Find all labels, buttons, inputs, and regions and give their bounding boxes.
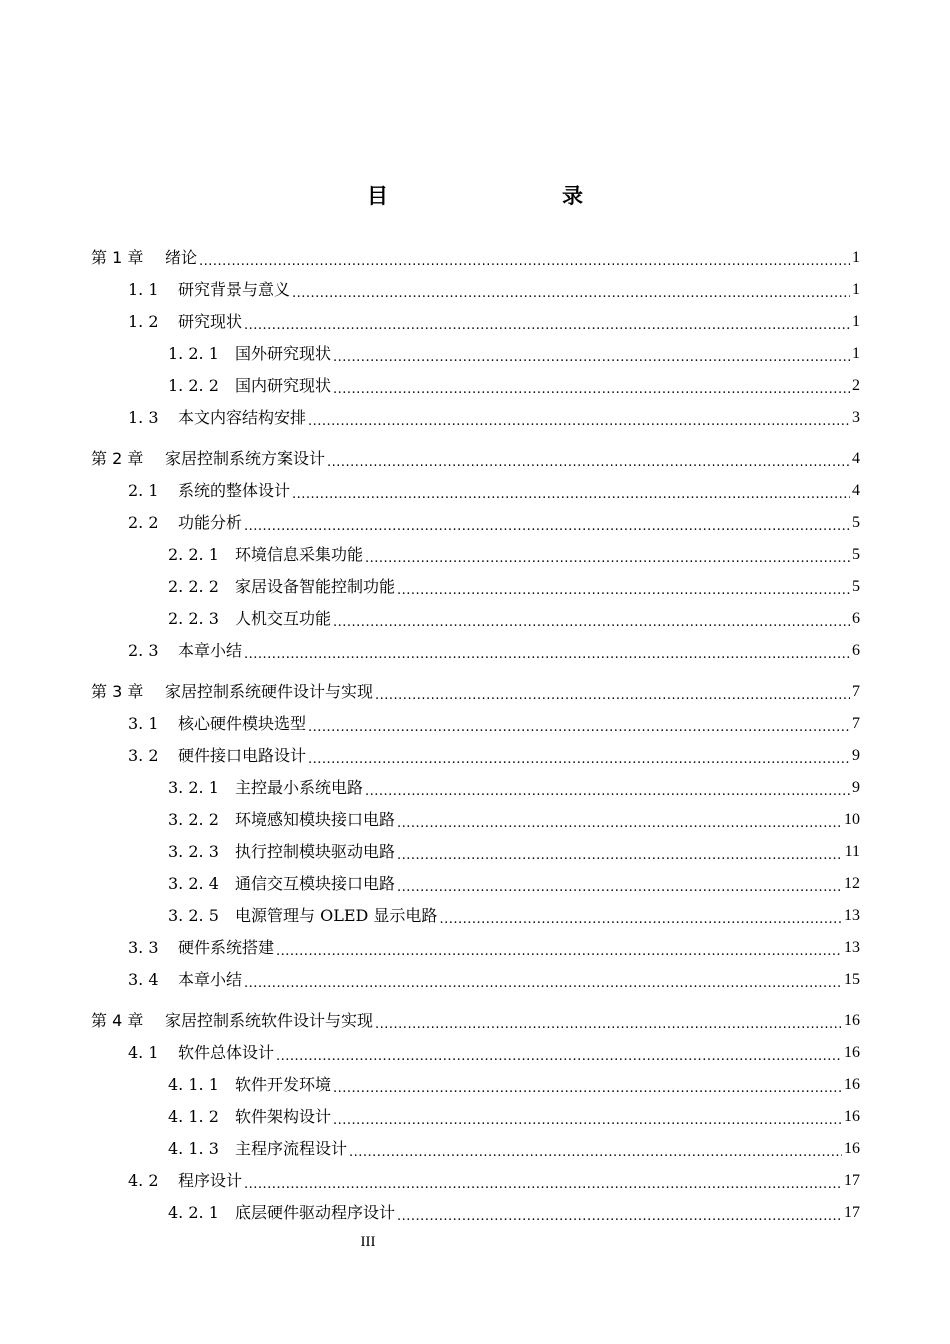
toc-entry-level-3[interactable] [0,836,860,868]
toc-dot-leader [292,284,850,304]
toc-entry-title: 主程序流程设计 [235,1139,348,1158]
toc-entry-level-1[interactable] [0,242,860,274]
toc-entry-level-2[interactable] [0,1037,860,1069]
toc-dot-leader [327,453,850,473]
toc-entry-level-3[interactable] [0,1101,860,1133]
toc-entry-number: 第 3 章 [91,682,144,701]
toc-entry-number: 2. 2. 2 [168,577,219,596]
toc-dot-leader [397,581,850,601]
toc-dot-leader [397,1207,842,1227]
toc-entry-level-2[interactable] [0,1165,860,1197]
toc-entry-page: 1 [852,281,860,298]
toc-entry-number: 3. 2. 3 [168,842,219,861]
toc-entry-title: 系统的整体设计 [178,481,291,500]
toc-entry-page: 9 [852,779,860,796]
toc-entry-level-1[interactable] [0,443,860,475]
toc-entry-page: 11 [844,843,860,860]
toc-dot-leader [308,412,850,432]
toc-entry-number: 4. 1. 3 [168,1139,219,1158]
toc-entry-title: 功能分析 [178,513,243,532]
toc-entry-title: 家居设备智能控制功能 [235,577,396,596]
toc-entry-page: 1 [852,313,860,330]
toc-entry-number: 4. 1 [128,1043,159,1062]
toc-entry-number: 3. 1 [128,714,159,733]
toc-dot-leader [333,380,850,400]
toc-entry-number: 3. 4 [128,970,159,989]
toc-entry-number: 2. 2. 3 [168,609,219,628]
toc-entry-level-2[interactable] [0,306,860,338]
toc-entry-title: 绪论 [165,248,198,267]
toc-entry-number: 2. 1 [128,481,159,500]
toc-entry-level-3[interactable] [0,1197,860,1229]
toc-entry-number: 1. 2 [128,312,159,331]
toc-entry-level-2[interactable] [0,274,860,306]
toc-dot-leader [276,942,842,962]
toc-entry-page: 4 [852,482,860,499]
toc-entry-level-2[interactable] [0,475,860,507]
toc-entry-number: 1. 2. 2 [168,376,219,395]
toc-entry-level-1[interactable] [0,1005,860,1037]
toc-dot-leader [375,1015,842,1035]
toc-entry-page: 3 [852,409,860,426]
toc-entry-number: 4. 2. 1 [168,1203,219,1222]
toc-entry-number: 1. 2. 1 [168,344,219,363]
toc-entry-page: 1 [852,345,860,362]
toc-entry-page: 4 [852,450,860,467]
toc-entry-title: 家居控制系统方案设计 [165,449,326,468]
toc-entry-number: 2. 2. 1 [168,545,219,564]
toc-entry-level-3[interactable] [0,338,860,370]
toc-entry-title: 本文内容结构安排 [178,408,307,427]
toc-entry-page: 16 [844,1108,860,1125]
toc-entry-number: 3. 3 [128,938,159,957]
toc-entry-title: 底层硬件驱动程序设计 [235,1203,396,1222]
toc-dot-leader [244,316,850,336]
toc-entry-page: 5 [852,514,860,531]
toc-dot-leader [244,1175,842,1195]
toc-entry-level-3[interactable] [0,539,860,571]
toc-entry-number: 第 4 章 [91,1011,144,1030]
toc-dot-leader [439,910,842,930]
toc-entry-level-3[interactable] [0,370,860,402]
toc-entry-page: 6 [852,642,860,659]
toc-entry-title: 程序设计 [178,1171,243,1190]
toc-dot-leader [333,1079,842,1099]
toc-entry-page: 2 [852,377,860,394]
toc-dot-leader [333,613,850,633]
toc-entry-level-2[interactable] [0,635,860,667]
toc-dot-leader [244,645,850,665]
toc-entry-level-2[interactable] [0,507,860,539]
toc-dot-leader [333,1111,842,1131]
toc-entry-page: 13 [844,939,860,956]
toc-entry-title: 环境感知模块接口电路 [235,810,396,829]
toc-entry-title: 国内研究现状 [235,376,332,395]
toc-entry-title: 执行控制模块驱动电路 [235,842,396,861]
toc-entry-title: 软件总体设计 [178,1043,275,1062]
toc-entry-page: 5 [852,546,860,563]
toc-entry-page: 15 [844,971,860,988]
toc-entry-level-3[interactable] [0,804,860,836]
toc-dot-leader [308,718,850,738]
toc-dot-leader [333,348,850,368]
toc-dot-leader [397,814,842,834]
toc-entry-title: 软件架构设计 [235,1107,332,1126]
toc-entry-title: 人机交互功能 [235,609,332,628]
toc-entry-number: 第 1 章 [91,248,144,267]
toc-entry-title: 硬件系统搭建 [178,938,275,957]
toc-entry-level-2[interactable] [0,964,860,996]
toc-dot-leader [375,686,850,706]
toc-entry-title: 主控最小系统电路 [235,778,364,797]
toc-entry-title: 本章小结 [178,970,243,989]
toc-entry-number: 第 2 章 [91,449,144,468]
toc-dot-leader [308,750,850,770]
toc-entry-number: 4. 1. 2 [168,1107,219,1126]
toc-entry-number: 3. 2. 1 [168,778,219,797]
toc-entry-title: 电源管理与 OLED 显示电路 [235,906,438,925]
toc-dot-leader [397,878,842,898]
page-title: 目 录 [367,184,627,208]
toc-entry-level-2[interactable] [0,708,860,740]
toc-entry-number: 2. 2 [128,513,159,532]
toc-dot-leader [276,1047,842,1067]
toc-entry-number: 4. 2 [128,1171,159,1190]
toc-entry-number: 3. 2. 4 [168,874,219,893]
toc-entry-number: 3. 2. 5 [168,906,219,925]
toc-entry-level-2[interactable] [0,402,860,434]
toc-entry-level-3[interactable] [0,1133,860,1165]
toc-entry-title: 软件开发环境 [235,1075,332,1094]
toc-entry-page: 17 [844,1204,860,1221]
toc-entry-number: 2. 3 [128,641,159,660]
toc-entry-title: 硬件接口电路设计 [178,746,307,765]
toc-entry-number: 3. 2. 2 [168,810,219,829]
toc-entry-title: 研究现状 [178,312,243,331]
toc-dot-leader [397,846,843,866]
toc-entry-title: 家居控制系统软件设计与实现 [165,1011,374,1030]
toc-entry-title: 核心硬件模块选型 [178,714,307,733]
toc-entry-level-3[interactable] [0,1069,860,1101]
toc-dot-leader [365,782,850,802]
toc-dot-leader [199,252,850,272]
toc-entry-number: 1. 3 [128,408,159,427]
toc-entry-page: 1 [852,249,860,266]
toc-entry-page: 16 [844,1044,860,1061]
toc-entry-level-3[interactable] [0,868,860,900]
toc-entry-title: 环境信息采集功能 [235,545,364,564]
toc-entry-title: 通信交互模块接口电路 [235,874,396,893]
toc-entry-title: 本章小结 [178,641,243,660]
toc-entry-number: 1. 1 [128,280,159,299]
toc-entry-number: 4. 1. 1 [168,1075,219,1094]
toc-entry-level-3[interactable] [0,900,860,932]
toc-entry-page: 12 [844,875,860,892]
toc-entry-title: 国外研究现状 [235,344,332,363]
toc-entry-level-1[interactable] [0,676,860,708]
toc-entry-page: 17 [844,1172,860,1189]
toc-entry-title: 家居控制系统硬件设计与实现 [165,682,374,701]
toc-dot-leader [292,485,850,505]
toc-entry-title: 研究背景与意义 [178,280,291,299]
toc-dot-leader [349,1143,842,1163]
toc-entry-level-3[interactable] [0,603,860,635]
toc-dot-leader [365,549,850,569]
toc-entry-level-2[interactable] [0,740,860,772]
toc-entry-level-2[interactable] [0,932,860,964]
toc-entry-level-3[interactable] [0,571,860,603]
footer-page-number: III [360,1234,376,1250]
toc-entry-number: 3. 2 [128,746,159,765]
toc-entry-page: 6 [852,610,860,627]
toc-entry-level-3[interactable] [0,772,860,804]
toc-entry-page: 7 [852,715,860,732]
toc-entry-page: 9 [852,747,860,764]
toc-entry-page: 16 [844,1012,860,1029]
toc-dot-leader [244,974,842,994]
toc-entry-page: 13 [844,907,860,924]
toc-entry-page: 16 [844,1076,860,1093]
toc-entry-page: 5 [852,578,860,595]
toc-dot-leader [244,517,850,537]
toc-entry-page: 10 [844,811,860,828]
toc-entry-page: 16 [844,1140,860,1157]
toc-entry-page: 7 [852,683,860,700]
